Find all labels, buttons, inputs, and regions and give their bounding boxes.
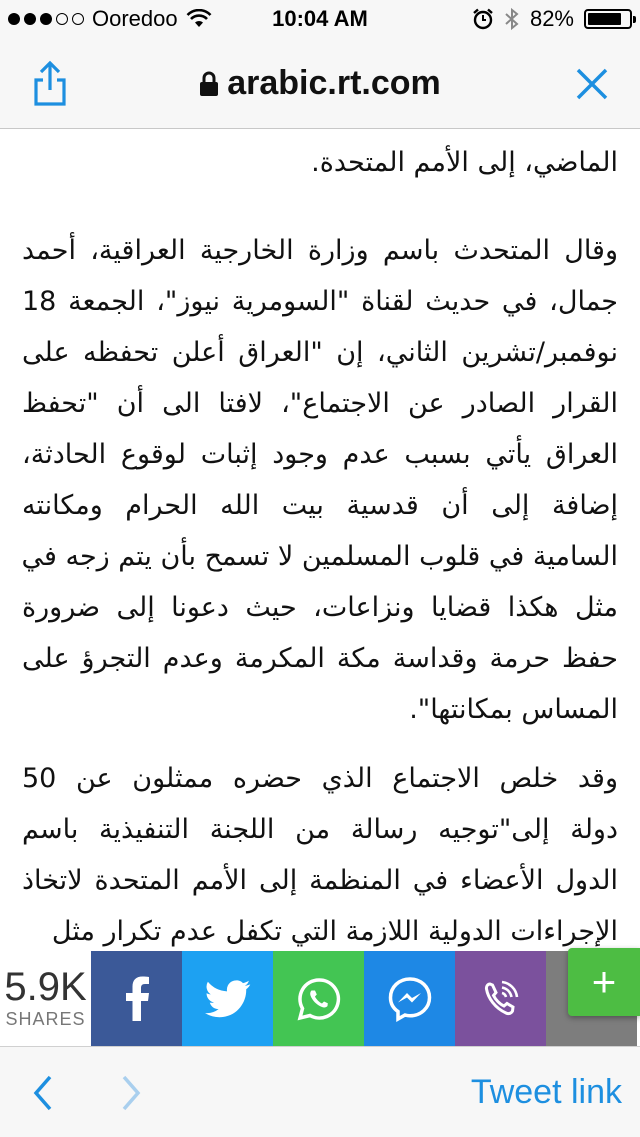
bluetooth-icon	[504, 7, 520, 31]
whatsapp-icon	[296, 976, 342, 1022]
status-bar	[0, 0, 640, 40]
clock: 10:04 AM	[272, 6, 368, 31]
share-count	[0, 951, 91, 1046]
back-button[interactable]	[28, 1073, 58, 1117]
article-paragraph	[22, 137, 618, 188]
article-line: السامية في قلوب المسلمين لا تسمح بأن يتم زجه في	[21, 541, 618, 572]
article-content	[0, 129, 640, 951]
article-paragraph	[22, 753, 618, 951]
article-line: الإجراءات الدولية اللازمة التي تكفل عدم تكرار مثل	[51, 916, 618, 947]
messenger-icon	[387, 976, 433, 1022]
twitter-icon	[205, 979, 251, 1019]
article-line: المساس بمكانتها".	[409, 694, 618, 725]
article-paragraph	[22, 225, 618, 735]
share-bar	[0, 951, 640, 1046]
close-icon	[566, 58, 618, 110]
viber-share-button[interactable]	[455, 951, 546, 1046]
battery-icon	[584, 9, 632, 29]
chevron-left-icon	[28, 1073, 58, 1113]
facebook-icon	[117, 975, 157, 1023]
battery-percent: 82%	[529, 6, 574, 31]
forward-button[interactable]	[116, 1073, 146, 1117]
alarm-icon	[472, 8, 494, 30]
messenger-share-button[interactable]	[364, 951, 455, 1046]
url-bar	[0, 40, 640, 129]
article-line: دولة إلى"توجيه رسالة من اللجنة التنفيذية باسم	[22, 814, 618, 845]
article-line: العراق يأتي بسبب عدم وجود إثبات لوقوع الحادثة،	[22, 439, 618, 470]
carrier-name: Ooredoo	[92, 6, 178, 31]
article-line: جمال، في حديث لقناة "السومرية نيوز"، الجمعة 18	[22, 286, 618, 317]
article-line: وقال المتحدث باسم وزارة الخارجية العراقية، أحمد	[22, 235, 618, 266]
url-display[interactable]	[0, 64, 640, 103]
url-domain: arabic.rt.com	[227, 64, 441, 102]
article-line: حفظ حرمة وقداسة مكة المكرمة وعدم التجرؤ على	[22, 643, 618, 674]
lock-icon	[199, 71, 219, 97]
chevron-right-icon	[116, 1073, 146, 1113]
article-line: مثل هكذا قضايا ونزاعات، حيث دعونا إلى ضرورة	[22, 592, 618, 623]
twitter-share-button[interactable]	[182, 951, 273, 1046]
tweet-link-button[interactable]: Tweet link	[470, 1073, 622, 1111]
battery-level	[588, 13, 621, 25]
close-button[interactable]	[566, 58, 618, 110]
whatsapp-share-button[interactable]	[273, 951, 364, 1046]
viber-icon	[478, 976, 524, 1022]
more-share-button[interactable]	[568, 948, 640, 1016]
status-right	[472, 6, 632, 32]
article-line: نوفمبر/تشرين الثاني، إن "العراق أعلن تحفظه على	[22, 337, 618, 368]
article-line: القرار الصادر عن الاجتماع"، لافتا الى أن "تحفظ	[22, 388, 618, 419]
article-line: الدول الأعضاء في المنظمة إلى الأمم المتحدة لاتخاذ	[22, 865, 618, 896]
article-line: وقد خلص الاجتماع الذي حضره ممثلون عن 50	[22, 763, 618, 794]
bottom-toolbar	[0, 1046, 640, 1137]
share-count-label: SHARES	[5, 1009, 86, 1029]
article-line: الماضي، إلى الأمم المتحدة.	[311, 147, 618, 178]
facebook-share-button[interactable]	[91, 951, 182, 1046]
share-count-number: 5.9K	[4, 965, 87, 1009]
plus-icon: +	[591, 958, 617, 1005]
article-line: إضافة إلى أن قدسية بيت الله الحرام ومكانته	[22, 490, 618, 521]
